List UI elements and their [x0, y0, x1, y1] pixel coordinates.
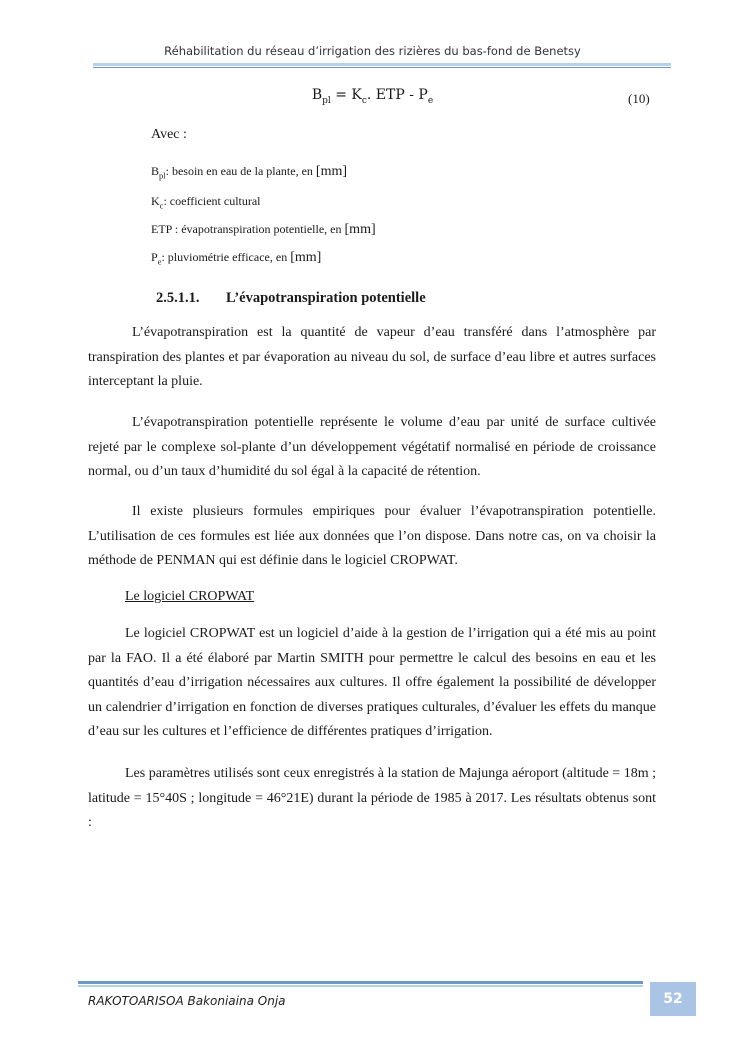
- footer-divider: [78, 981, 643, 987]
- paragraph: L’évapotranspiration est la quantité de vapeur d’eau transféré dans l’atmosphère par transpiration des plantes et par évaporation au niveau du sol, de surface d’eau libre et autres surfaces interceptant la pluie.: [88, 325, 656, 389]
- avec-label: Avec :: [151, 127, 187, 142]
- equation-number: (10): [628, 91, 650, 106]
- variable-definition: $P_e$: pluviométrie efficace, en [mm]: [151, 250, 322, 267]
- footer-author: RAKOTOARISOA Bakoniaina Onja: [88, 994, 286, 1008]
- section-heading: 2.5.1.1. L’évapotranspiration potentielle: [156, 290, 426, 306]
- paragraph: Le logiciel CROPWAT est un logiciel d’aide à la gestion de l’irrigation qui a été mis au point par la FAO. Il a été élaboré par Martin SMITH pour permettre le calcul des besoins en eau et les quantités d’eau d’irrigation nécessaires aux cultures. Il offre également la possibilité de développer un calendrier d’irrigation en fonction de diverses pratiques culturales, d’évaluer les effets du manque d’eau sur les cultures et l’efficience de différentes pratiques d’irrigation.: [88, 626, 656, 739]
- running-header: Réhabilitation du réseau d’irrigation des rizières du bas-fond de Benetsy: [164, 44, 581, 58]
- equation-10: $B_{pl} = K_c$. ETP - $P_e$: [311, 87, 434, 106]
- page-number: 52: [650, 982, 696, 1016]
- paragraph: Il existe plusieurs formules empiriques pour évaluer l’évapotranspiration potentielle. L’utilisation de ces formules est liée aux données que l’on dispose. Dans notre cas, on va choisir la méthode de PENMAN qui est définie dans le logiciel CROPWAT.: [88, 504, 656, 568]
- header-divider: [93, 63, 671, 68]
- variable-definition: $K_c$: coefficient cultural: [151, 194, 261, 211]
- subsection-title: Le logiciel CROPWAT: [125, 589, 255, 604]
- paragraph: L’évapotranspiration potentielle représente le volume d’eau par unité de surface cultivée rejeté par le complexe sol-plante d’un développement végétatif normalisé en période de croissance normal, ou d’un taux d’humidité du sol égal à la capacité de rétention.: [88, 415, 656, 479]
- variable-definition: $B_{pl}$: besoin en eau de la plante, en [mm]: [151, 164, 348, 181]
- variable-definition: ETP : évapotranspiration potentielle, en [mm]: [151, 222, 376, 237]
- paragraph: Les paramètres utilisés sont ceux enregistrés à la station de Majunga aéroport (altitude = 18m ; latitude = 15°40S ; longitude = 46°21E) durant la période de 1985 à 2017. Les résultats obtenus sont :: [88, 766, 656, 830]
